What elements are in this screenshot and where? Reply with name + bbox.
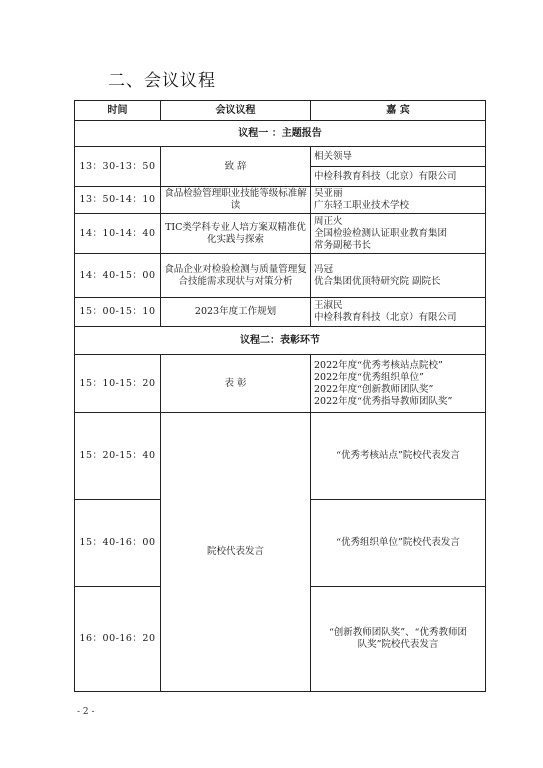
guest-cell xyxy=(311,298,486,327)
time-cell: 15：40-16：00 xyxy=(75,500,161,587)
agenda-cell: 2023年度工作规划 xyxy=(161,298,311,327)
header-time: 时间 xyxy=(75,101,161,121)
section-heading-1: 议程一 ：主题报告 xyxy=(75,121,486,147)
time-cell: 13：50-14：10 xyxy=(75,187,161,214)
agenda-cell: TIC类学科专业人培方案双精准优化实践与探索 xyxy=(161,214,311,254)
guest-cell xyxy=(311,254,486,298)
table-row xyxy=(75,298,486,327)
agenda-cell: 食品检验管理职业技能等级标准解读 xyxy=(161,187,311,214)
guest-line: 优合集团优顶特研究院 副院长 xyxy=(314,275,441,287)
guest-line: 周正火 xyxy=(314,215,343,227)
table-row xyxy=(75,413,486,500)
section-heading-2: 议程二：表彰环节 xyxy=(75,327,486,355)
time-cell: 13：30-13：50 xyxy=(75,147,161,187)
guest-cell xyxy=(311,355,486,413)
header-agenda: 会议议程 xyxy=(161,101,311,121)
header-row xyxy=(75,101,486,121)
time-cell: 15：20-15：40 xyxy=(75,413,161,500)
guest-cell: 相关领导 xyxy=(311,147,486,167)
guest-line: 全国检验检测认证职业教育集团 xyxy=(314,227,448,239)
guest-cell: 中检科教育科技（北京）有限公司 xyxy=(311,167,486,187)
guest-line: 2022年度“优秀组织单位” xyxy=(314,371,424,383)
guest-cell xyxy=(311,187,486,214)
guest-line: 王淑民 xyxy=(314,300,343,311)
agenda-cell: 表 彰 xyxy=(161,355,311,413)
table-row xyxy=(75,214,486,254)
time-cell: 16：00-16：20 xyxy=(75,587,161,692)
guest-line: 中检科教育科技（北京）有限公司 xyxy=(314,312,457,323)
table-row xyxy=(75,187,486,214)
page-number: - 2 - xyxy=(77,707,95,717)
table-row xyxy=(75,254,486,298)
guest-cell xyxy=(311,214,486,254)
section-row xyxy=(75,121,486,147)
agenda-cell: 食品企业对检验检测与质量管理复合技能需求现状与对策分析 xyxy=(161,254,311,298)
section-title: 二、会议议程 xyxy=(108,71,216,91)
guest-line: 冯冠 xyxy=(314,263,334,275)
time-cell: 15：00-15：10 xyxy=(75,298,161,327)
time-cell: 15：10-15：20 xyxy=(75,355,161,413)
guest-line: 吴亚丽 xyxy=(314,188,343,199)
agenda-cell: 致 辞 xyxy=(161,147,311,187)
table-row xyxy=(75,355,486,413)
guest-cell: “创新教师团队奖”、“优秀教师团队奖”院校代表发言 xyxy=(311,587,486,692)
guest-line: 2022年度“优秀考核站点院校” xyxy=(314,359,443,371)
guest-line: 2022年度“创新教师团队奖” xyxy=(314,383,434,395)
guest-line: 2022年度“优秀指导教师团队奖” xyxy=(314,395,453,407)
header-guests: 嘉 宾 xyxy=(311,101,486,121)
time-cell: 14：40-15：00 xyxy=(75,254,161,298)
section-row xyxy=(75,327,486,355)
guest-line: 广东轻工职业技术学校 xyxy=(314,200,410,211)
agenda-cell: 院校代表发言 xyxy=(161,413,311,692)
guest-cell: “优秀考核站点”院校代表发言 xyxy=(311,413,486,500)
guest-cell: “优秀组织单位”院校代表发言 xyxy=(311,500,486,587)
table-row xyxy=(75,147,486,167)
guest-line: 常务副秘书长 xyxy=(314,239,372,251)
time-cell: 14：10-14：40 xyxy=(75,214,161,254)
agenda-table xyxy=(74,100,486,692)
